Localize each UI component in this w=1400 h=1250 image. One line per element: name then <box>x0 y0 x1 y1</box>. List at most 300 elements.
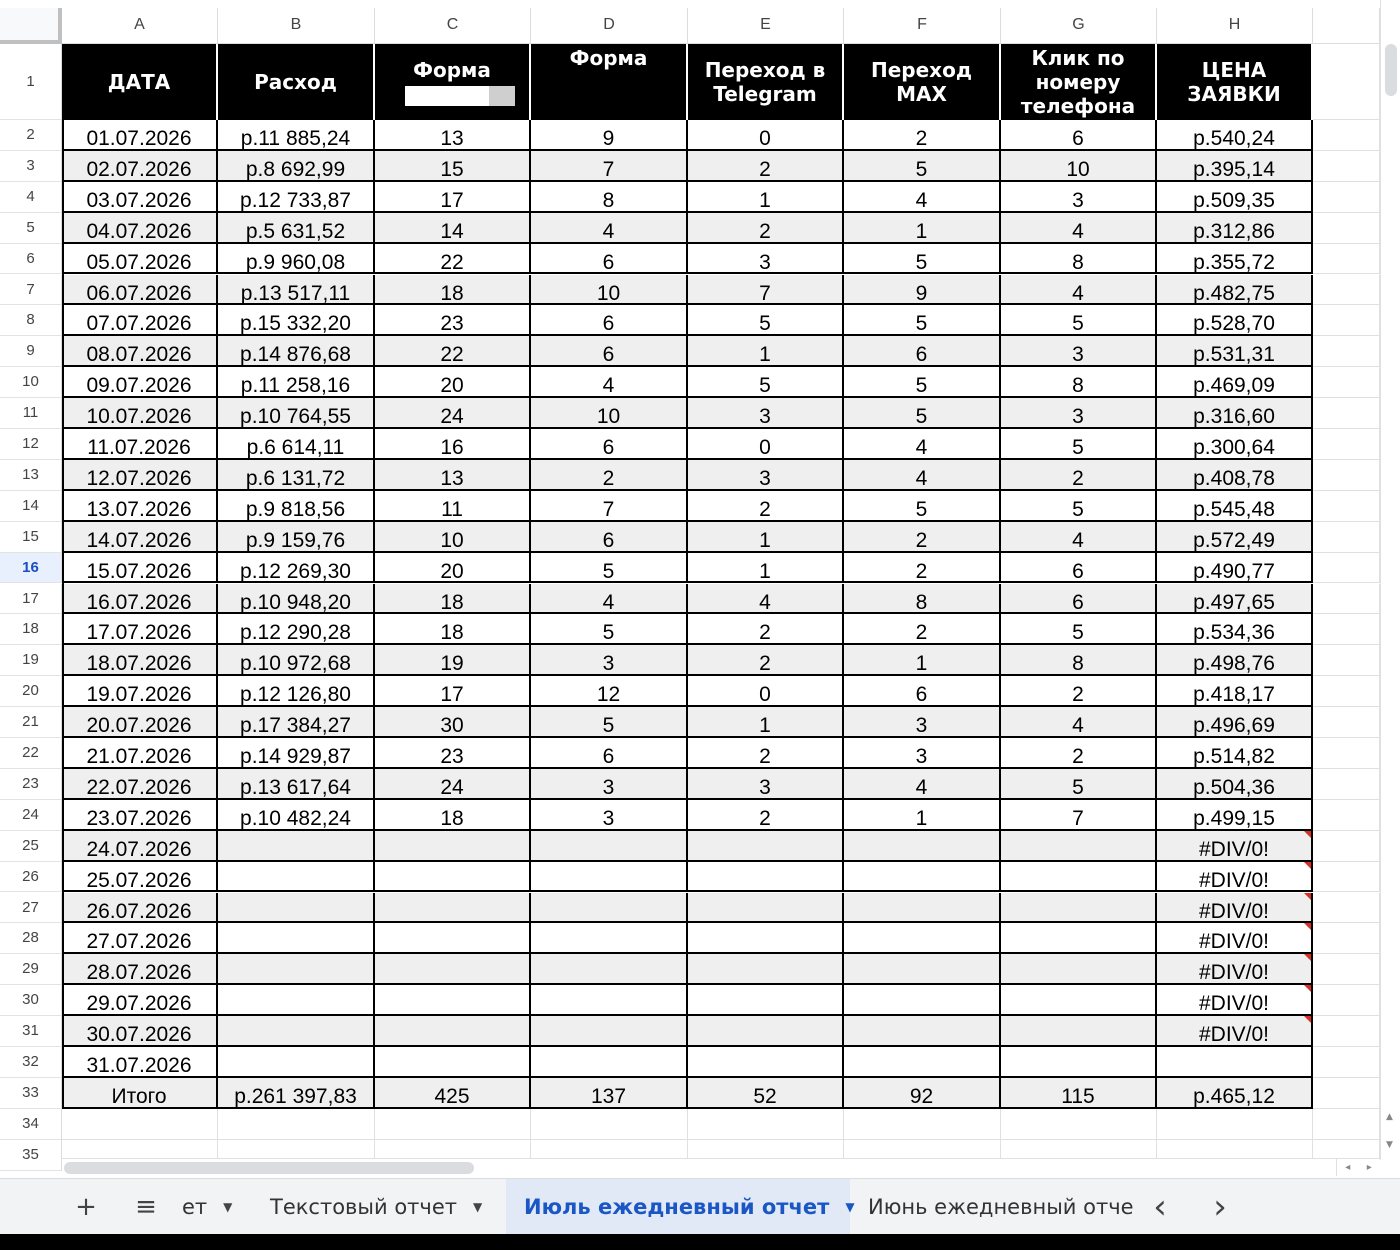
empty-cell[interactable] <box>1313 429 1380 460</box>
cell-date[interactable]: 10.07.2026 <box>62 398 218 429</box>
cell-max[interactable]: 2 <box>844 522 1001 553</box>
cell-form-d[interactable]: 5 <box>531 553 688 584</box>
cell-max[interactable]: 9 <box>844 275 1001 306</box>
empty-cell[interactable] <box>1313 1047 1380 1078</box>
cell-lead-price[interactable]: р.395,14 <box>1157 151 1313 182</box>
cell-form-c[interactable]: 20 <box>375 367 531 398</box>
tab-partial[interactable] <box>182 1179 252 1235</box>
cell-phone-click[interactable]: 4 <box>1001 707 1157 738</box>
cell-telegram[interactable]: 3 <box>688 460 844 491</box>
cell-date[interactable]: 26.07.2026 <box>62 893 218 924</box>
scroll-right-icon[interactable]: ▸ <box>1366 1161 1372 1173</box>
cell-telegram[interactable]: 3 <box>688 769 844 800</box>
vertical-scrollbar[interactable] <box>1380 0 1400 1160</box>
cell-date[interactable]: 08.07.2026 <box>62 336 218 367</box>
cell-form-c[interactable] <box>375 1047 531 1078</box>
column-letter-a[interactable]: A <box>62 8 218 44</box>
row-number[interactable]: 27 <box>0 893 62 924</box>
header-phone-click[interactable] <box>1001 44 1157 120</box>
row-number[interactable]: 22 <box>0 738 62 769</box>
cell-form-d[interactable]: 3 <box>531 769 688 800</box>
cell-expense[interactable] <box>218 985 375 1016</box>
cell-phone-click[interactable] <box>1001 893 1157 924</box>
cell-form-c[interactable]: 13 <box>375 460 531 491</box>
cell-date[interactable]: 29.07.2026 <box>62 985 218 1016</box>
empty-cell[interactable] <box>1313 645 1380 676</box>
cell-expense[interactable]: р.15 332,20 <box>218 305 375 336</box>
cell-phone-click[interactable]: 6 <box>1001 584 1157 615</box>
empty-cell[interactable] <box>1313 862 1380 893</box>
cell-form-c[interactable] <box>375 893 531 924</box>
cell-max[interactable]: 92 <box>844 1078 1001 1109</box>
cell-lead-price[interactable]: р.418,17 <box>1157 676 1313 707</box>
tab-july-daily-report[interactable] <box>506 1179 855 1235</box>
empty-cell[interactable] <box>1313 120 1380 151</box>
cell-phone-click[interactable]: 115 <box>1001 1078 1157 1109</box>
cell-expense[interactable] <box>218 923 375 954</box>
cell-form-d[interactable]: 3 <box>531 800 688 831</box>
empty-cell[interactable] <box>1313 44 1380 120</box>
empty-cell[interactable] <box>1313 460 1380 491</box>
select-all-corner[interactable] <box>0 8 62 44</box>
cell-phone-click[interactable]: 10 <box>1001 151 1157 182</box>
cell-telegram[interactable] <box>688 923 844 954</box>
cell-form-c[interactable]: 17 <box>375 182 531 213</box>
row-number[interactable]: 28 <box>0 923 62 954</box>
empty-cell[interactable] <box>1313 398 1380 429</box>
row-number[interactable]: 13 <box>0 460 62 491</box>
cell-max[interactable]: 4 <box>844 460 1001 491</box>
cell-expense[interactable]: р.13 517,11 <box>218 275 375 306</box>
cell-lead-price[interactable]: р.312,86 <box>1157 213 1313 244</box>
cell-date[interactable]: 19.07.2026 <box>62 676 218 707</box>
cell-form-c[interactable]: 30 <box>375 707 531 738</box>
cell-max[interactable]: 3 <box>844 738 1001 769</box>
cell-lead-price[interactable]: р.509,35 <box>1157 182 1313 213</box>
cell-form-d[interactable]: 7 <box>531 151 688 182</box>
cell-phone-click[interactable]: 2 <box>1001 738 1157 769</box>
cell-telegram[interactable]: 4 <box>688 584 844 615</box>
cell-expense[interactable]: р.13 617,64 <box>218 769 375 800</box>
cell-expense[interactable]: р.9 960,08 <box>218 244 375 275</box>
header-max[interactable] <box>844 44 1001 120</box>
row-number[interactable]: 29 <box>0 954 62 985</box>
column-letter-i[interactable] <box>1313 8 1380 44</box>
cell-date[interactable]: 14.07.2026 <box>62 522 218 553</box>
row-number[interactable]: 2 <box>0 120 62 151</box>
cell-max[interactable]: 5 <box>844 151 1001 182</box>
cell-expense[interactable] <box>218 954 375 985</box>
horizontal-scrollbar[interactable] <box>62 1158 1380 1176</box>
cell-lead-price[interactable]: р.355,72 <box>1157 244 1313 275</box>
cell-form-d[interactable]: 7 <box>531 491 688 522</box>
cell-phone-click[interactable] <box>1001 831 1157 862</box>
cell-telegram[interactable]: 0 <box>688 120 844 151</box>
row-number[interactable]: 8 <box>0 305 62 336</box>
cell-lead-price[interactable]: р.316,60 <box>1157 398 1313 429</box>
cell-telegram[interactable]: 1 <box>688 336 844 367</box>
cell-lead-price[interactable]: #DIV/0! <box>1157 862 1313 893</box>
empty-cell[interactable] <box>1001 1109 1157 1140</box>
empty-cell[interactable] <box>1313 522 1380 553</box>
all-sheets-menu-button[interactable]: ≡ <box>135 1192 157 1222</box>
row-number[interactable]: 32 <box>0 1047 62 1078</box>
row-number[interactable]: 26 <box>0 862 62 893</box>
caret-down-icon[interactable]: ▼ <box>223 1200 233 1214</box>
cell-phone-click[interactable]: 3 <box>1001 398 1157 429</box>
cell-expense[interactable]: р.12 126,80 <box>218 676 375 707</box>
cell-phone-click[interactable]: 6 <box>1001 553 1157 584</box>
cell-phone-click[interactable] <box>1001 862 1157 893</box>
cell-max[interactable]: 2 <box>844 553 1001 584</box>
cell-date[interactable]: 31.07.2026 <box>62 1047 218 1078</box>
cell-form-d[interactable]: 12 <box>531 676 688 707</box>
empty-cell[interactable] <box>1313 707 1380 738</box>
cell-max[interactable]: 4 <box>844 182 1001 213</box>
tab-text-report[interactable] <box>252 1179 506 1235</box>
cell-lead-price[interactable]: #DIV/0! <box>1157 923 1313 954</box>
cell-phone-click[interactable]: 6 <box>1001 120 1157 151</box>
cell-form-c[interactable] <box>375 1016 531 1047</box>
cell-max[interactable]: 1 <box>844 645 1001 676</box>
caret-down-icon[interactable]: ▼ <box>845 1200 855 1214</box>
cell-lead-price[interactable]: р.498,76 <box>1157 645 1313 676</box>
cell-form-d[interactable]: 4 <box>531 213 688 244</box>
cell-expense[interactable]: р.9 159,76 <box>218 522 375 553</box>
empty-cell[interactable] <box>1313 614 1380 645</box>
column-letter-d[interactable]: D <box>531 8 688 44</box>
cell-date[interactable]: 09.07.2026 <box>62 367 218 398</box>
cell-phone-click[interactable] <box>1001 1016 1157 1047</box>
cell-date[interactable]: 15.07.2026 <box>62 553 218 584</box>
cell-form-c[interactable]: 10 <box>375 522 531 553</box>
cell-phone-click[interactable]: 5 <box>1001 769 1157 800</box>
cell-form-c[interactable]: 20 <box>375 553 531 584</box>
cell-date[interactable]: 03.07.2026 <box>62 182 218 213</box>
cell-phone-click[interactable] <box>1001 1047 1157 1078</box>
cell-phone-click[interactable]: 4 <box>1001 213 1157 244</box>
empty-cell[interactable] <box>1313 923 1380 954</box>
cell-date[interactable]: 01.07.2026 <box>62 120 218 151</box>
empty-cell[interactable] <box>218 1109 375 1140</box>
cell-form-c[interactable]: 16 <box>375 429 531 460</box>
cell-telegram[interactable]: 5 <box>688 305 844 336</box>
cell-form-d[interactable] <box>531 954 688 985</box>
cell-form-d[interactable]: 9 <box>531 120 688 151</box>
empty-cell[interactable] <box>1313 244 1380 275</box>
cell-phone-click[interactable]: 3 <box>1001 336 1157 367</box>
cell-telegram[interactable] <box>688 893 844 924</box>
row-number[interactable]: 24 <box>0 800 62 831</box>
cell-telegram[interactable] <box>688 954 844 985</box>
cell-expense[interactable]: р.261 397,83 <box>218 1078 375 1109</box>
cell-max[interactable] <box>844 862 1001 893</box>
cell-expense[interactable] <box>218 1047 375 1078</box>
cell-max[interactable]: 2 <box>844 120 1001 151</box>
cell-max[interactable] <box>844 985 1001 1016</box>
cell-expense[interactable]: р.14 876,68 <box>218 336 375 367</box>
empty-cell[interactable] <box>1313 738 1380 769</box>
cell-date[interactable]: 12.07.2026 <box>62 460 218 491</box>
cell-form-d[interactable]: 6 <box>531 738 688 769</box>
cell-telegram[interactable] <box>688 1047 844 1078</box>
cell-phone-click[interactable]: 2 <box>1001 676 1157 707</box>
cell-telegram[interactable]: 2 <box>688 151 844 182</box>
cell-form-d[interactable]: 5 <box>531 614 688 645</box>
cell-form-c[interactable] <box>375 954 531 985</box>
cell-phone-click[interactable] <box>1001 954 1157 985</box>
header-form-c[interactable] <box>375 44 531 120</box>
cell-telegram[interactable]: 7 <box>688 275 844 306</box>
empty-cell[interactable] <box>62 1109 218 1140</box>
cell-expense[interactable]: р.12 733,87 <box>218 182 375 213</box>
column-letter-g[interactable]: G <box>1001 8 1157 44</box>
next-sheets-button[interactable]: › <box>1213 1187 1227 1227</box>
row-number[interactable]: 30 <box>0 985 62 1016</box>
cell-telegram[interactable]: 3 <box>688 244 844 275</box>
row-number[interactable]: 5 <box>0 213 62 244</box>
cell-date[interactable]: 28.07.2026 <box>62 954 218 985</box>
cell-date[interactable]: 24.07.2026 <box>62 831 218 862</box>
cell-form-c[interactable]: 13 <box>375 120 531 151</box>
cell-form-d[interactable] <box>531 862 688 893</box>
header-telegram[interactable] <box>688 44 844 120</box>
cell-max[interactable] <box>844 1016 1001 1047</box>
cell-max[interactable]: 5 <box>844 367 1001 398</box>
cell-max[interactable]: 4 <box>844 429 1001 460</box>
cell-form-d[interactable]: 8 <box>531 182 688 213</box>
cell-date[interactable]: 23.07.2026 <box>62 800 218 831</box>
row-number[interactable]: 11 <box>0 398 62 429</box>
cell-form-d[interactable]: 10 <box>531 275 688 306</box>
scroll-up-icon[interactable]: ▲ <box>1386 1112 1393 1122</box>
cell-form-d[interactable]: 5 <box>531 707 688 738</box>
column-letter-c[interactable]: C <box>375 8 531 44</box>
cell-phone-click[interactable]: 4 <box>1001 275 1157 306</box>
cell-form-d[interactable]: 6 <box>531 244 688 275</box>
column-letter-b[interactable]: B <box>218 8 375 44</box>
empty-cell[interactable] <box>688 1109 844 1140</box>
cell-expense[interactable] <box>218 862 375 893</box>
cell-form-c[interactable]: 425 <box>375 1078 531 1109</box>
cell-max[interactable]: 5 <box>844 398 1001 429</box>
empty-cell[interactable] <box>1313 275 1380 306</box>
empty-cell[interactable] <box>1313 1016 1380 1047</box>
cell-lead-price[interactable]: р.482,75 <box>1157 275 1313 306</box>
cell-max[interactable]: 1 <box>844 213 1001 244</box>
empty-cell[interactable] <box>1313 151 1380 182</box>
cell-telegram[interactable] <box>688 831 844 862</box>
cell-form-c[interactable]: 23 <box>375 738 531 769</box>
cell-expense[interactable]: р.12 290,28 <box>218 614 375 645</box>
cell-form-c[interactable] <box>375 831 531 862</box>
cell-max[interactable]: 5 <box>844 244 1001 275</box>
cell-date[interactable]: 11.07.2026 <box>62 429 218 460</box>
cell-telegram[interactable] <box>688 862 844 893</box>
cell-expense[interactable]: р.9 818,56 <box>218 491 375 522</box>
empty-cell[interactable] <box>531 1109 688 1140</box>
cell-form-c[interactable]: 15 <box>375 151 531 182</box>
empty-cell[interactable] <box>1313 676 1380 707</box>
cell-date[interactable]: 30.07.2026 <box>62 1016 218 1047</box>
cell-form-d[interactable]: 6 <box>531 522 688 553</box>
cell-expense[interactable]: р.8 692,99 <box>218 151 375 182</box>
cell-phone-click[interactable]: 3 <box>1001 182 1157 213</box>
cell-telegram[interactable]: 1 <box>688 522 844 553</box>
empty-cell[interactable] <box>1313 1078 1380 1109</box>
row-number[interactable]: 12 <box>0 429 62 460</box>
cell-lead-price[interactable]: р.572,49 <box>1157 522 1313 553</box>
cell-lead-price[interactable]: р.497,65 <box>1157 584 1313 615</box>
cell-form-c[interactable]: 17 <box>375 676 531 707</box>
cell-form-d[interactable]: 2 <box>531 460 688 491</box>
cell-lead-price[interactable]: р.499,15 <box>1157 800 1313 831</box>
cell-expense[interactable] <box>218 893 375 924</box>
cell-max[interactable]: 5 <box>844 305 1001 336</box>
cell-telegram[interactable]: 0 <box>688 429 844 460</box>
cell-lead-price[interactable]: р.408,78 <box>1157 460 1313 491</box>
horizontal-scroll-thumb[interactable] <box>64 1162 474 1174</box>
cell-lead-price[interactable]: р.496,69 <box>1157 707 1313 738</box>
row-number[interactable]: 35 <box>0 1140 62 1171</box>
row-number[interactable]: 25 <box>0 831 62 862</box>
cell-phone-click[interactable]: 8 <box>1001 244 1157 275</box>
cell-expense[interactable]: р.17 384,27 <box>218 707 375 738</box>
cell-lead-price[interactable]: р.514,82 <box>1157 738 1313 769</box>
row-number[interactable]: 19 <box>0 645 62 676</box>
row-number[interactable]: 31 <box>0 1016 62 1047</box>
cell-max[interactable]: 2 <box>844 614 1001 645</box>
empty-cell[interactable] <box>1313 954 1380 985</box>
empty-cell[interactable] <box>1313 305 1380 336</box>
cell-expense[interactable]: р.10 948,20 <box>218 584 375 615</box>
cell-form-d[interactable] <box>531 1047 688 1078</box>
cell-expense[interactable]: р.11 885,24 <box>218 120 375 151</box>
cell-expense[interactable]: р.10 972,68 <box>218 645 375 676</box>
cell-date[interactable]: 20.07.2026 <box>62 707 218 738</box>
header-lead-price[interactable] <box>1157 44 1313 120</box>
cell-form-c[interactable]: 19 <box>375 645 531 676</box>
cell-max[interactable]: 1 <box>844 800 1001 831</box>
cell-telegram[interactable]: 3 <box>688 398 844 429</box>
cell-lead-price[interactable]: #DIV/0! <box>1157 893 1313 924</box>
cell-phone-click[interactable]: 5 <box>1001 429 1157 460</box>
cell-lead-price[interactable]: р.534,36 <box>1157 614 1313 645</box>
cell-lead-price[interactable]: р.528,70 <box>1157 305 1313 336</box>
cell-form-c[interactable] <box>375 862 531 893</box>
cell-lead-price[interactable]: р.490,77 <box>1157 553 1313 584</box>
cell-telegram[interactable]: 2 <box>688 800 844 831</box>
cell-date[interactable]: 02.07.2026 <box>62 151 218 182</box>
row-number[interactable]: 3 <box>0 151 62 182</box>
cell-lead-price[interactable]: р.531,31 <box>1157 336 1313 367</box>
cell-form-d[interactable]: 6 <box>531 429 688 460</box>
cell-form-c[interactable]: 18 <box>375 584 531 615</box>
empty-cell[interactable] <box>1313 182 1380 213</box>
cell-date[interactable]: 27.07.2026 <box>62 923 218 954</box>
cell-expense[interactable]: р.12 269,30 <box>218 553 375 584</box>
cell-form-c[interactable]: 18 <box>375 275 531 306</box>
cell-phone-click[interactable]: 5 <box>1001 305 1157 336</box>
cell-phone-click[interactable]: 7 <box>1001 800 1157 831</box>
cell-expense[interactable]: р.10 764,55 <box>218 398 375 429</box>
cell-form-d[interactable]: 137 <box>531 1078 688 1109</box>
cell-telegram[interactable]: 2 <box>688 491 844 522</box>
cell-lead-price[interactable]: р.545,48 <box>1157 491 1313 522</box>
cell-date[interactable]: Итого <box>62 1078 218 1109</box>
cell-telegram[interactable]: 1 <box>688 182 844 213</box>
cell-max[interactable]: 5 <box>844 491 1001 522</box>
cell-form-d[interactable] <box>531 985 688 1016</box>
cell-form-c[interactable] <box>375 985 531 1016</box>
cell-form-d[interactable] <box>531 893 688 924</box>
row-number[interactable]: 21 <box>0 707 62 738</box>
row-number[interactable]: 7 <box>0 275 62 306</box>
cell-form-c[interactable]: 24 <box>375 769 531 800</box>
cell-phone-click[interactable] <box>1001 923 1157 954</box>
vertical-scroll-thumb[interactable] <box>1385 44 1397 96</box>
row-number[interactable]: 14 <box>0 491 62 522</box>
tab-june-daily-report[interactable] <box>850 1179 1134 1235</box>
row-number[interactable]: 6 <box>0 244 62 275</box>
empty-cell[interactable] <box>1313 553 1380 584</box>
caret-down-icon[interactable]: ▼ <box>472 1200 483 1214</box>
horizontal-scroll-arrows[interactable] <box>1336 1158 1380 1176</box>
cell-date[interactable]: 13.07.2026 <box>62 491 218 522</box>
column-letter-f[interactable]: F <box>844 8 1001 44</box>
cell-form-d[interactable] <box>531 1016 688 1047</box>
cell-phone-click[interactable]: 5 <box>1001 614 1157 645</box>
row-number[interactable]: 1 <box>0 44 62 120</box>
cell-telegram[interactable] <box>688 985 844 1016</box>
cell-lead-price[interactable]: р.465,12 <box>1157 1078 1313 1109</box>
cell-max[interactable]: 8 <box>844 584 1001 615</box>
cell-form-d[interactable]: 10 <box>531 398 688 429</box>
cell-max[interactable] <box>844 954 1001 985</box>
cell-form-c[interactable]: 18 <box>375 800 531 831</box>
cell-expense[interactable]: р.5 631,52 <box>218 213 375 244</box>
cell-max[interactable]: 3 <box>844 707 1001 738</box>
cell-date[interactable]: 05.07.2026 <box>62 244 218 275</box>
cell-form-c[interactable]: 14 <box>375 213 531 244</box>
header-date[interactable] <box>62 44 218 120</box>
cell-phone-click[interactable]: 8 <box>1001 645 1157 676</box>
cell-date[interactable]: 17.07.2026 <box>62 614 218 645</box>
cell-phone-click[interactable]: 8 <box>1001 367 1157 398</box>
empty-cell[interactable] <box>1313 213 1380 244</box>
row-number[interactable]: 10 <box>0 367 62 398</box>
cell-telegram[interactable]: 2 <box>688 614 844 645</box>
cell-expense[interactable]: р.6 131,72 <box>218 460 375 491</box>
cell-telegram[interactable]: 5 <box>688 367 844 398</box>
cell-telegram[interactable]: 2 <box>688 738 844 769</box>
cell-date[interactable]: 18.07.2026 <box>62 645 218 676</box>
cell-expense[interactable]: р.6 614,11 <box>218 429 375 460</box>
cell-max[interactable]: 6 <box>844 676 1001 707</box>
cell-max[interactable] <box>844 893 1001 924</box>
cell-phone-click[interactable] <box>1001 985 1157 1016</box>
cell-lead-price[interactable]: р.469,09 <box>1157 367 1313 398</box>
cell-lead-price[interactable]: р.540,24 <box>1157 120 1313 151</box>
row-number[interactable]: 16 <box>0 553 62 584</box>
cell-form-d[interactable] <box>531 923 688 954</box>
cell-expense[interactable]: р.14 929,87 <box>218 738 375 769</box>
cell-date[interactable]: 06.07.2026 <box>62 275 218 306</box>
cell-telegram[interactable]: 2 <box>688 213 844 244</box>
column-letter-e[interactable]: E <box>688 8 844 44</box>
cell-form-d[interactable]: 6 <box>531 336 688 367</box>
cell-form-d[interactable]: 4 <box>531 584 688 615</box>
